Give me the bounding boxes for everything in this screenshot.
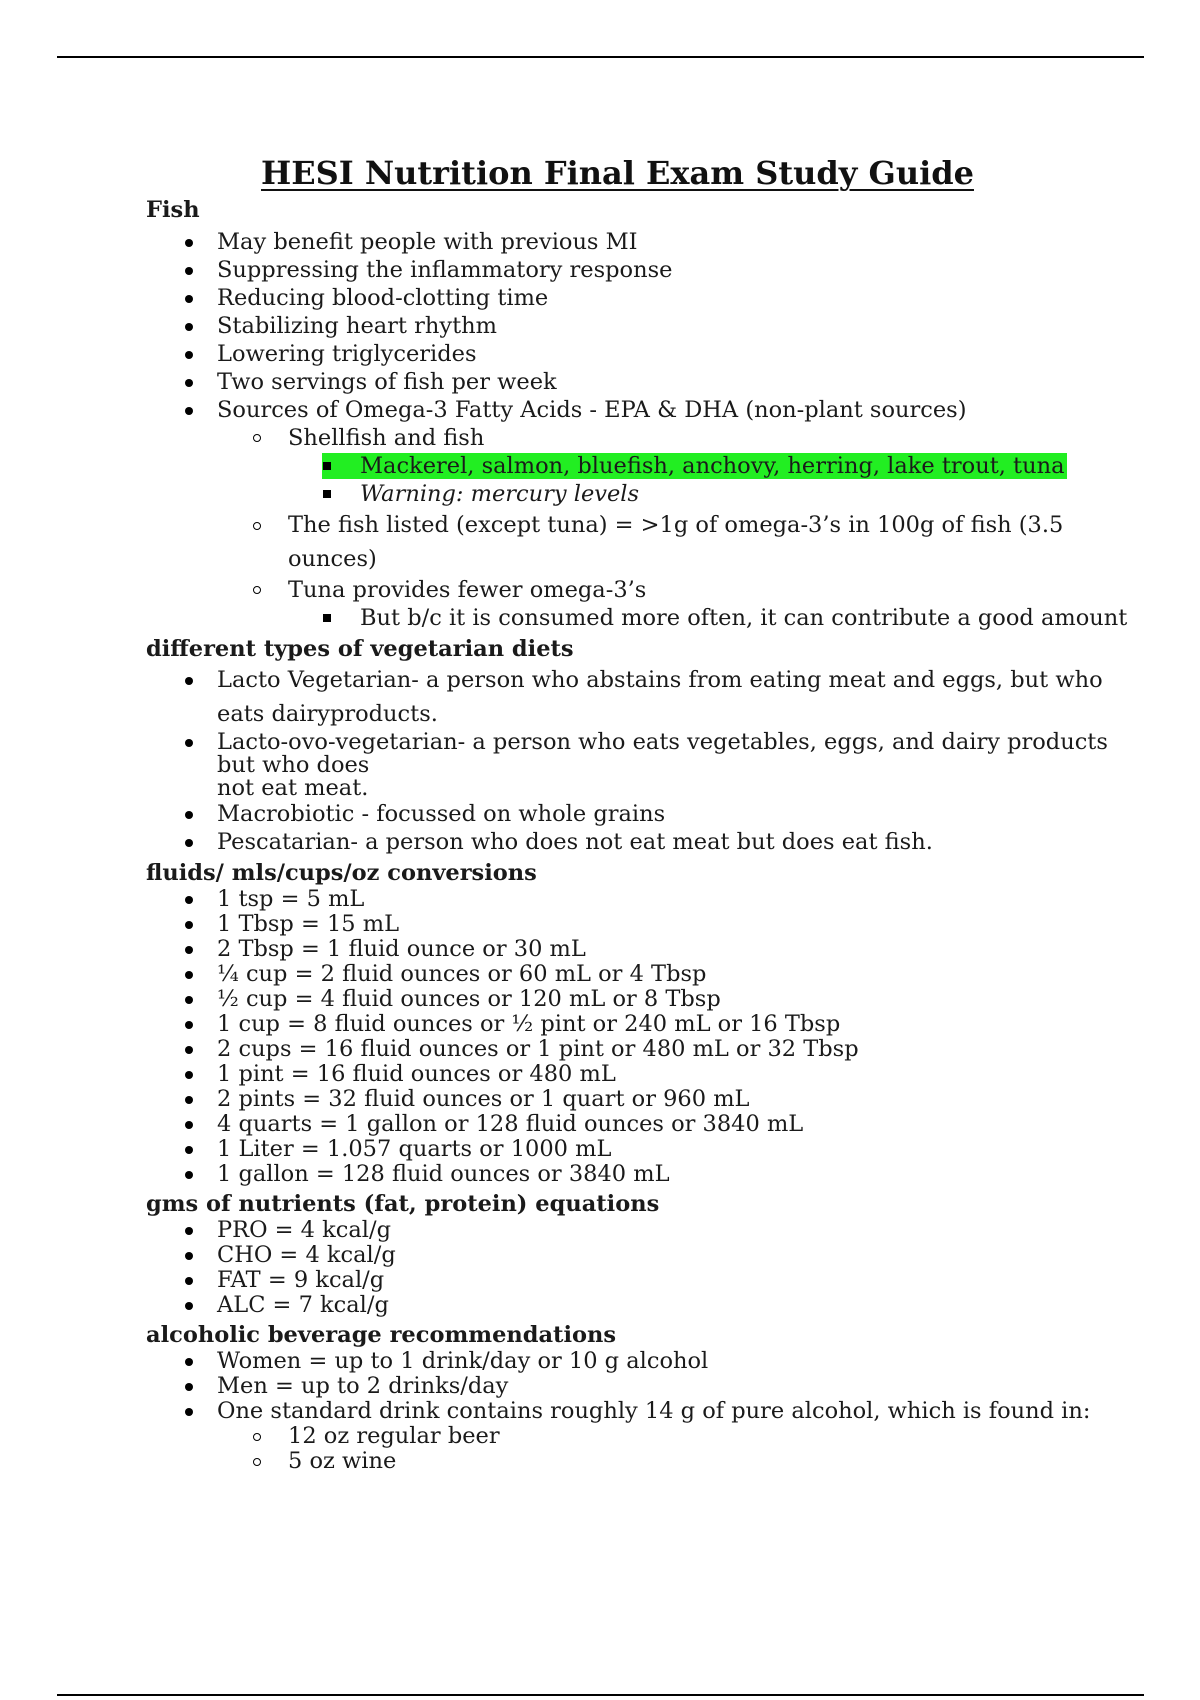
page-title: HESI Nutrition Final Exam Study Guide xyxy=(261,154,974,193)
sublist-item-text: Tuna provides fewer omega-3’s xyxy=(288,577,647,603)
sublist-item: But b/c it is consumed more often, it can contribute a good amount xyxy=(288,604,1146,632)
section-heading-conversions: fluids/ mls/cups/oz conversions xyxy=(146,860,537,886)
list-item: Suppressing the inflammatory response xyxy=(146,256,1146,284)
list-item: ¼ cup = 2 fluid ounces or 60 mL or 4 Tbsp xyxy=(146,962,1146,987)
list-item: May benefit people with previous MI xyxy=(146,228,1146,256)
section-heading-nutrients: gms of nutrients (fat, protein) equations xyxy=(146,1191,660,1217)
list-item: 1 Liter = 1.057 quarts or 1000 mL xyxy=(146,1137,1146,1162)
document-body xyxy=(146,196,1146,1474)
list-item: 2 cups = 16 fluid ounces or 1 pint or 480 mL or 32 Tbsp xyxy=(146,1037,1146,1062)
highlight-mark: Mackerel, salmon, bluefish, anchovy, herring, lake trout, tuna xyxy=(322,453,1067,479)
highlighted-fish-list xyxy=(288,452,1146,480)
list-item-text: Sources of Omega-3 Fatty Acids - EPA & DHA (non-plant sources) xyxy=(217,397,967,423)
list-item xyxy=(146,731,1146,800)
list-item: Two servings of fish per week xyxy=(146,368,1146,396)
alcohol-list xyxy=(146,1349,1146,1474)
list-item: Women = up to 1 drink/day or 10 g alcohol xyxy=(146,1349,1146,1374)
list-item: 1 pint = 16 fluid ounces or 480 mL xyxy=(146,1062,1146,1087)
shellfish-sublist xyxy=(288,452,1146,508)
list-item: Reducing blood-clotting time xyxy=(146,284,1146,312)
list-item: 1 Tbsp = 15 mL xyxy=(146,912,1146,937)
list-item: ALC = 7 kcal/g xyxy=(146,1293,1146,1318)
drink-sublist xyxy=(217,1424,1146,1474)
sublist-item xyxy=(217,424,1146,508)
list-item: 1 cup = 8 fluid ounces or ½ pint or 240 mL or 16 Tbsp xyxy=(146,1012,1146,1037)
sublist-item: 12 oz regular beer xyxy=(217,1424,1146,1449)
list-item: 1 tsp = 5 mL xyxy=(146,887,1146,912)
list-item: Lowering triglycerides xyxy=(146,340,1146,368)
mercury-warning xyxy=(288,480,1146,508)
list-item: Pescatarian- a person who does not eat meat but does eat fish. xyxy=(146,828,1146,856)
list-item: 2 pints = 32 fluid ounces or 1 quart or 960 mL xyxy=(146,1087,1146,1112)
list-item: FAT = 9 kcal/g xyxy=(146,1268,1146,1293)
omega3-sublist xyxy=(217,424,1146,632)
list-item: 1 gallon = 128 fluid ounces or 3840 mL xyxy=(146,1162,1146,1187)
top-rule xyxy=(57,56,1144,58)
list-item xyxy=(146,1399,1146,1474)
nutrients-list xyxy=(146,1218,1146,1318)
fish-list xyxy=(146,228,1146,632)
list-item: Macrobiotic - focussed on whole grains xyxy=(146,800,1146,828)
list-item: 4 quarts = 1 gallon or 128 fluid ounces or 3840 mL xyxy=(146,1112,1146,1137)
warning-text: Warning: mercury levels xyxy=(360,481,640,507)
list-item: ½ cup = 4 fluid ounces or 120 mL or 8 Tbsp xyxy=(146,987,1146,1012)
bottom-rule xyxy=(57,1694,1144,1696)
list-item: Men = up to 2 drinks/day xyxy=(146,1374,1146,1399)
list-item: CHO = 4 kcal/g xyxy=(146,1243,1146,1268)
list-item: Stabilizing heart rhythm xyxy=(146,312,1146,340)
section-heading-alcohol: alcoholic beverage recommendations xyxy=(146,1322,617,1348)
sublist-item-text: Shellfish and fish xyxy=(288,425,485,451)
list-item: 2 Tbsp = 1 fluid ounce or 30 mL xyxy=(146,937,1146,962)
sublist-item: 5 oz wine xyxy=(217,1449,1146,1474)
conversions-list xyxy=(146,887,1146,1187)
sublist-item xyxy=(217,576,1146,632)
section-heading-fish: Fish xyxy=(146,197,200,223)
section-heading-vegetarian: different types of vegetarian diets xyxy=(146,636,574,662)
list-item: Lacto Vegetarian- a person who abstains from eating meat and eggs, but who eats dairyproducts. xyxy=(146,663,1146,731)
tuna-sublist xyxy=(288,604,1146,632)
vegetarian-list xyxy=(146,663,1146,856)
list-item-omega3 xyxy=(146,396,1146,632)
list-item: PRO = 4 kcal/g xyxy=(146,1218,1146,1243)
list-item-text: One standard drink contains roughly 14 g of pure alcohol, which is found in: xyxy=(217,1398,1091,1424)
list-item-text-continued: not eat meat. xyxy=(217,775,369,801)
sublist-item: The fish listed (except tuna) = >1g of omega-3’s in 100g of fish (3.5 ounces) xyxy=(217,508,1146,576)
list-item-text: Lacto-ovo-vegetarian- a person who eats vegetables, eggs, and dairy products but who does xyxy=(217,729,1108,778)
